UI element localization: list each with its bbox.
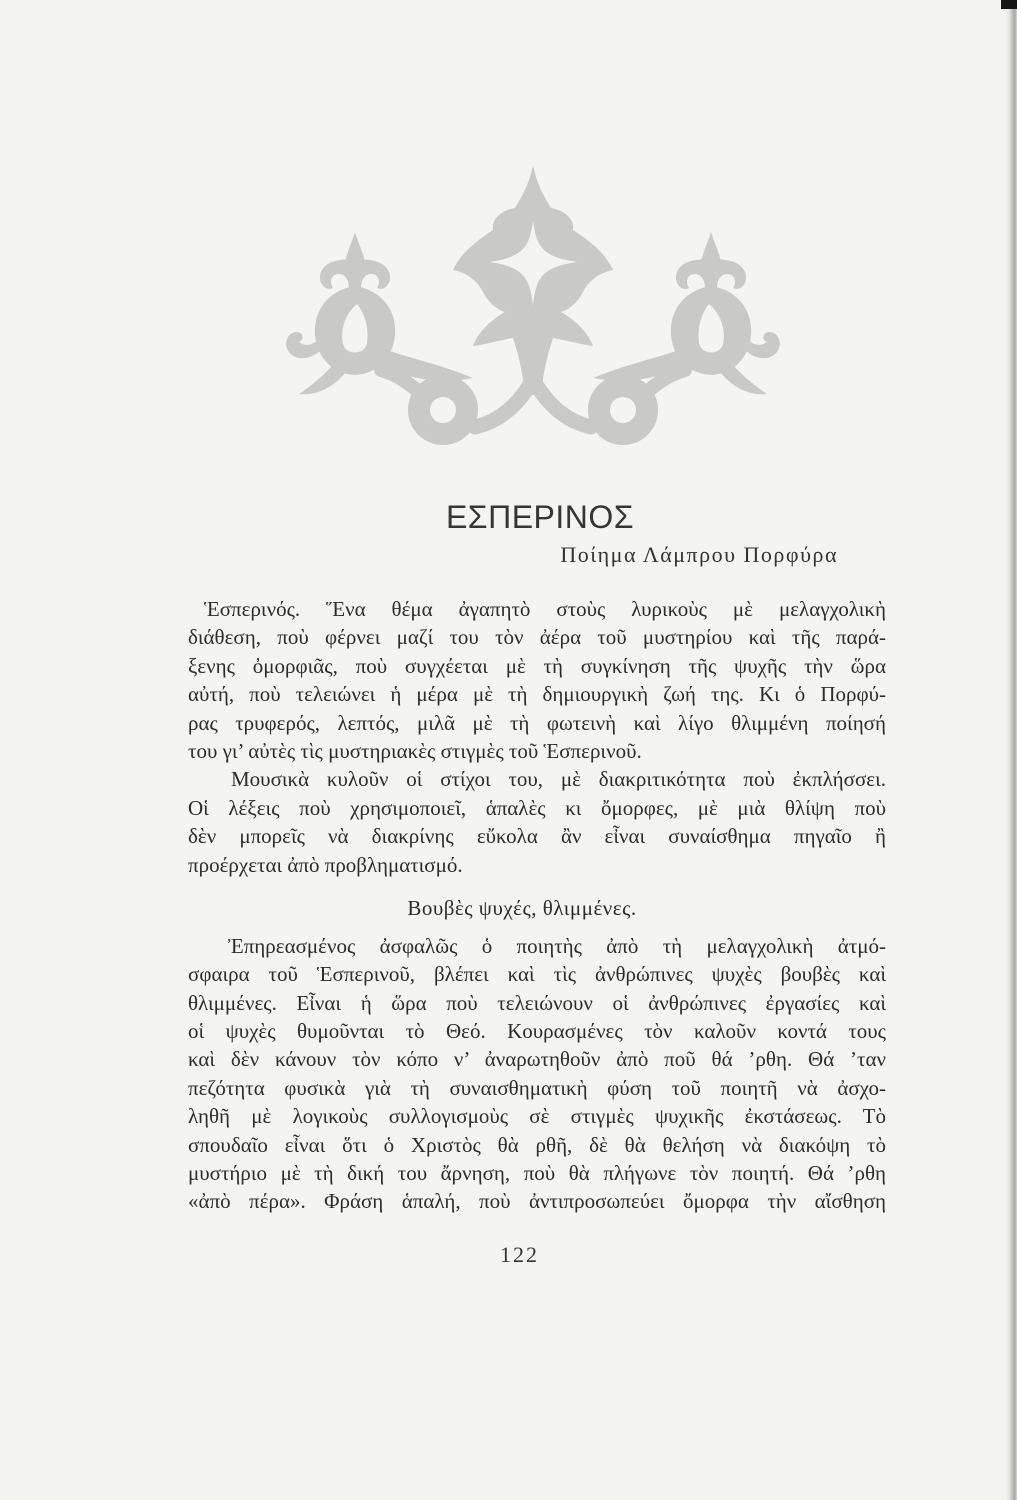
floral-ornament-icon [283,160,783,450]
text-line: σπουδαῖο εἶναι ὅτι ὁ Χριστὸς θὰ ρθῆ, δὲ θὰ θελήση νὰ διακόψη τὸ [188,1132,886,1157]
left-swirl-stem-band [475,386,529,427]
text-line: ξενης ὀμορφιᾶς, ποὺ συγχέεται μὲ τὴ συγκίνηση τῆς ψυχῆς τὴν ὥρα [188,653,886,678]
text-line: θλιμμένες. Εἶναι ἡ ὥρα ποὺ τελειώνουν οἱ ἀνθρώπινες ἐργασίες καὶ [188,990,886,1015]
left-leaf-lower [299,365,345,394]
text-line: ληθῆ μὲ λογικοὺς συλλογισμοὺς σὲ στιγμὲς ψυχικῆς ἐκστάσεως. Τὸ [188,1104,886,1129]
left-swirl-ring [419,386,467,434]
text-line: Μουσικὰ κυλοῦν οἱ στίχοι του, μὲ διακριτικότητα ποὺ ἐκπλήσσει. [231,767,886,792]
left-flower-spike [345,232,365,262]
poem-attribution: Ποίημα Λάμπρου Πορφύρα [560,542,838,567]
text-line: μυστήριο μὲ τὴ δική του ἄρνηση, ποὺ θὰ πλήγωνε τὸν ποιητή. Θά ’ρθη [188,1161,886,1186]
paragraph-2 [188,765,886,879]
text-line: του γι’ αὐτὲς τὶς μυστηριακὲς στιγμὲς τοῦ Ἑσπερινοῦ. [188,738,642,763]
text-line: Ἑσπερινός. Ἕνα θέμα ἀγαπητὸ στοὺς λυρικοὺς μὲ μελαγχολικὴ [204,597,886,621]
poem-quote-heading: Βουβὲς ψυχές, θλιμμένες. [407,895,637,920]
right-swirl-ring [599,386,647,434]
text-line: Ἐπηρεασμένος ἀσφαλῶς ὁ ποιητὴς ἀπὸ τὴ μελαγχολικὴ ἀτμό- [228,933,886,958]
text-line: οἱ ψυχὲς θυμοῦνται τὸ Θεό. Κουρασμένες τὸν καλοῦν κοντά τους [188,1019,886,1044]
text-line: πεζότητα φυσικὰ γιὰ τὴ συναισθηματικὴ φύση τοῦ ποιητῆ νὰ ἀσχο- [188,1075,886,1100]
text-line: καὶ δὲν κάνουν τὸν κόπο ν’ ἀναρωτηθοῦν ἀπὸ ποῦ θά ’ρθη. Θά ’ταν [188,1047,886,1072]
text-line: δὲν μπορεῖς νὰ διακρίνης εὔκολα ἂν εἶναι συναίσθημα πηγαῖο ἢ [188,824,886,849]
right-leaf-lower [721,365,767,394]
text-line: διάθεση, ποὺ φέρνει μαζί του τὸν ἀέρα τοῦ μυστηρίου καὶ τῆς παρά- [188,625,886,650]
right-flower-head [676,260,746,289]
right-flower-spike [701,232,721,262]
text-line: σφαιρα τοῦ Ἑσπερινοῦ, βλέπει καὶ τὶς ἀνθρώπινες ψυχὲς βουβὲς καὶ [188,962,886,987]
page-title: ΕΣΠΕΡΙΝΟΣ [445,499,635,535]
text-line: προέρχεται ἀπὸ προβληματισμό. [188,852,463,877]
page-number: 122 [500,1242,539,1267]
text-line: «ἀπὸ πέρα». Φράση ἁπαλή, ποὺ ἀντιπροσωπεύει ὄμορφα τὴν αἴσθηση [188,1189,886,1214]
text-line: αὐτή, ποὺ τελειώνει ἡ μέρα μὲ τὴ δημιουργικὴ ζωή της. Κι ὁ Πορφύ- [188,682,886,707]
text-line: ρας τρυφερός, λεπτός, μιλᾶ μὲ τὴ φωτεινὴ καὶ λίγο θλιμμένη ποίησή [188,710,886,735]
article-body [188,595,886,1216]
paragraph-3 [188,932,886,1216]
scan-corner [1001,0,1017,9]
right-swirl-stem-band [537,386,591,427]
paragraph-1 [188,595,886,765]
scan-edge-shadow [1005,0,1017,1500]
left-flower-head [320,260,390,289]
text-line: Οἱ λέξεις ποὺ χρησιμοποιεῖ, ἁπαλὲς κι ὄμορφες, μὲ μιὰ θλίψη ποὺ [188,795,886,820]
